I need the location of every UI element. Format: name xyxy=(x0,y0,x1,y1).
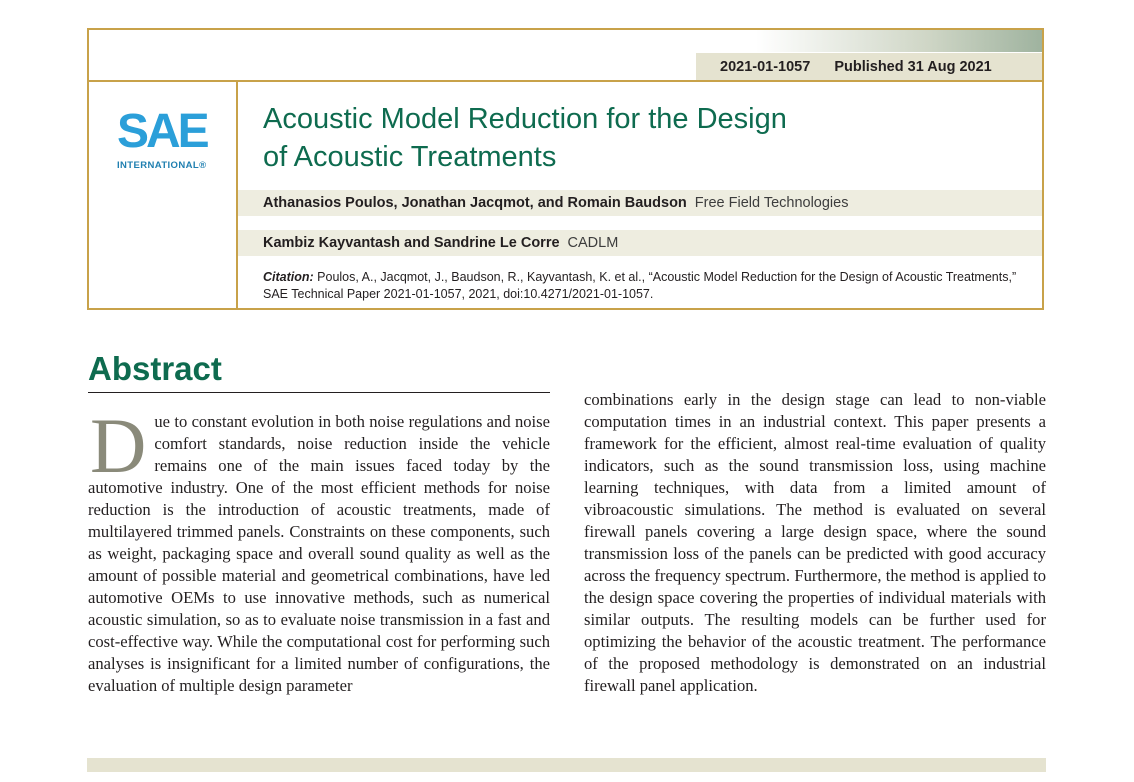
author-row xyxy=(238,230,1042,256)
citation-text: Poulos, A., Jacqmot, J., Baudson, R., Kayvantash, K. et al., “Acoustic Model Reduction for the Design of Acoustic Treatments,” SAE Technical Paper 2021-01-1057, 2021, doi:10.4271/2021-01-1057. xyxy=(263,270,1017,301)
publish-date: Published 31 Aug 2021 xyxy=(834,59,992,75)
sae-logo xyxy=(117,105,227,174)
author-affiliation: Free Field Technologies xyxy=(694,195,849,211)
abstract-heading: Abstract xyxy=(88,350,222,387)
title-line-2: of Acoustic Treatments xyxy=(263,141,557,173)
sae-logo-word: SAE xyxy=(117,105,207,158)
author-names: Kambiz Kayvantash and Sandrine Le Corre xyxy=(263,235,560,251)
paper-header xyxy=(87,28,1044,310)
paper-id: 2021-01-1057 xyxy=(720,59,811,75)
citation-label: Citation: xyxy=(263,270,314,284)
title-line-1: Acoustic Model Reduction for the Design xyxy=(263,103,787,135)
abstract-rule xyxy=(88,392,550,393)
abstract-text-1: ue to constant evolution in both noise regulations and noise comfort standards, noise reduction inside the vehicle remains one of the main issues faced today by the automotive industry. One of the most efficient methods for noise reduction is the introduction of acoustic treatments, made of multilayered trimmed panels. Constraints on these components, such as weight, packaging space and overall sound quality as well as the amount of possible material and geometrical combinations, have led automotive OEMs to use innovative methods, such as numerical acoustic simulation, so as to evaluate noise transmission in a fast and cost-effective way. While the computational cost for performing such analyses is insignificant for a limited number of configurations, the evaluation of multiple design parameter xyxy=(88,412,550,695)
footer-bar xyxy=(87,758,1046,772)
header-gradient-band xyxy=(89,30,1042,52)
author-affiliation: CADLM xyxy=(567,235,619,251)
abstract-text-2: combinations early in the design stage can lead to non-viable computation times in an industrial context. This paper presents a framework for the efficient, almost real-time evaluation of quality indicators, such as the sound transmission loss, using machine learning techniques, with data from a limited amount of vibroacoustic simulations. The method is evaluated on several firewall panels covering a large design space, where the sound transmission loss of the panels can be predicted with good accuracy across the frequency spectrum. Furthermore, the method is applied to the design space covering the properties of individual materials with similar outputs. The resulting models can be further used for optimizing the behavior of the acoustic treatment. The performance of the proposed methodology is demonstrated on an industrial firewall panel application. xyxy=(584,390,1046,695)
header-divider xyxy=(89,80,1042,82)
abstract-column-2 xyxy=(584,389,1046,697)
abstract-column-1 xyxy=(88,402,550,697)
sae-logo-subtitle: INTERNATIONAL® xyxy=(117,160,207,171)
author-names: Athanasios Poulos, Jonathan Jacqmot, and Romain Baudson xyxy=(263,195,687,211)
drop-cap: D xyxy=(90,402,147,489)
paper-title xyxy=(263,100,963,176)
paper-meta-bar xyxy=(696,53,1042,81)
citation xyxy=(263,269,1043,303)
author-row xyxy=(238,190,1042,216)
